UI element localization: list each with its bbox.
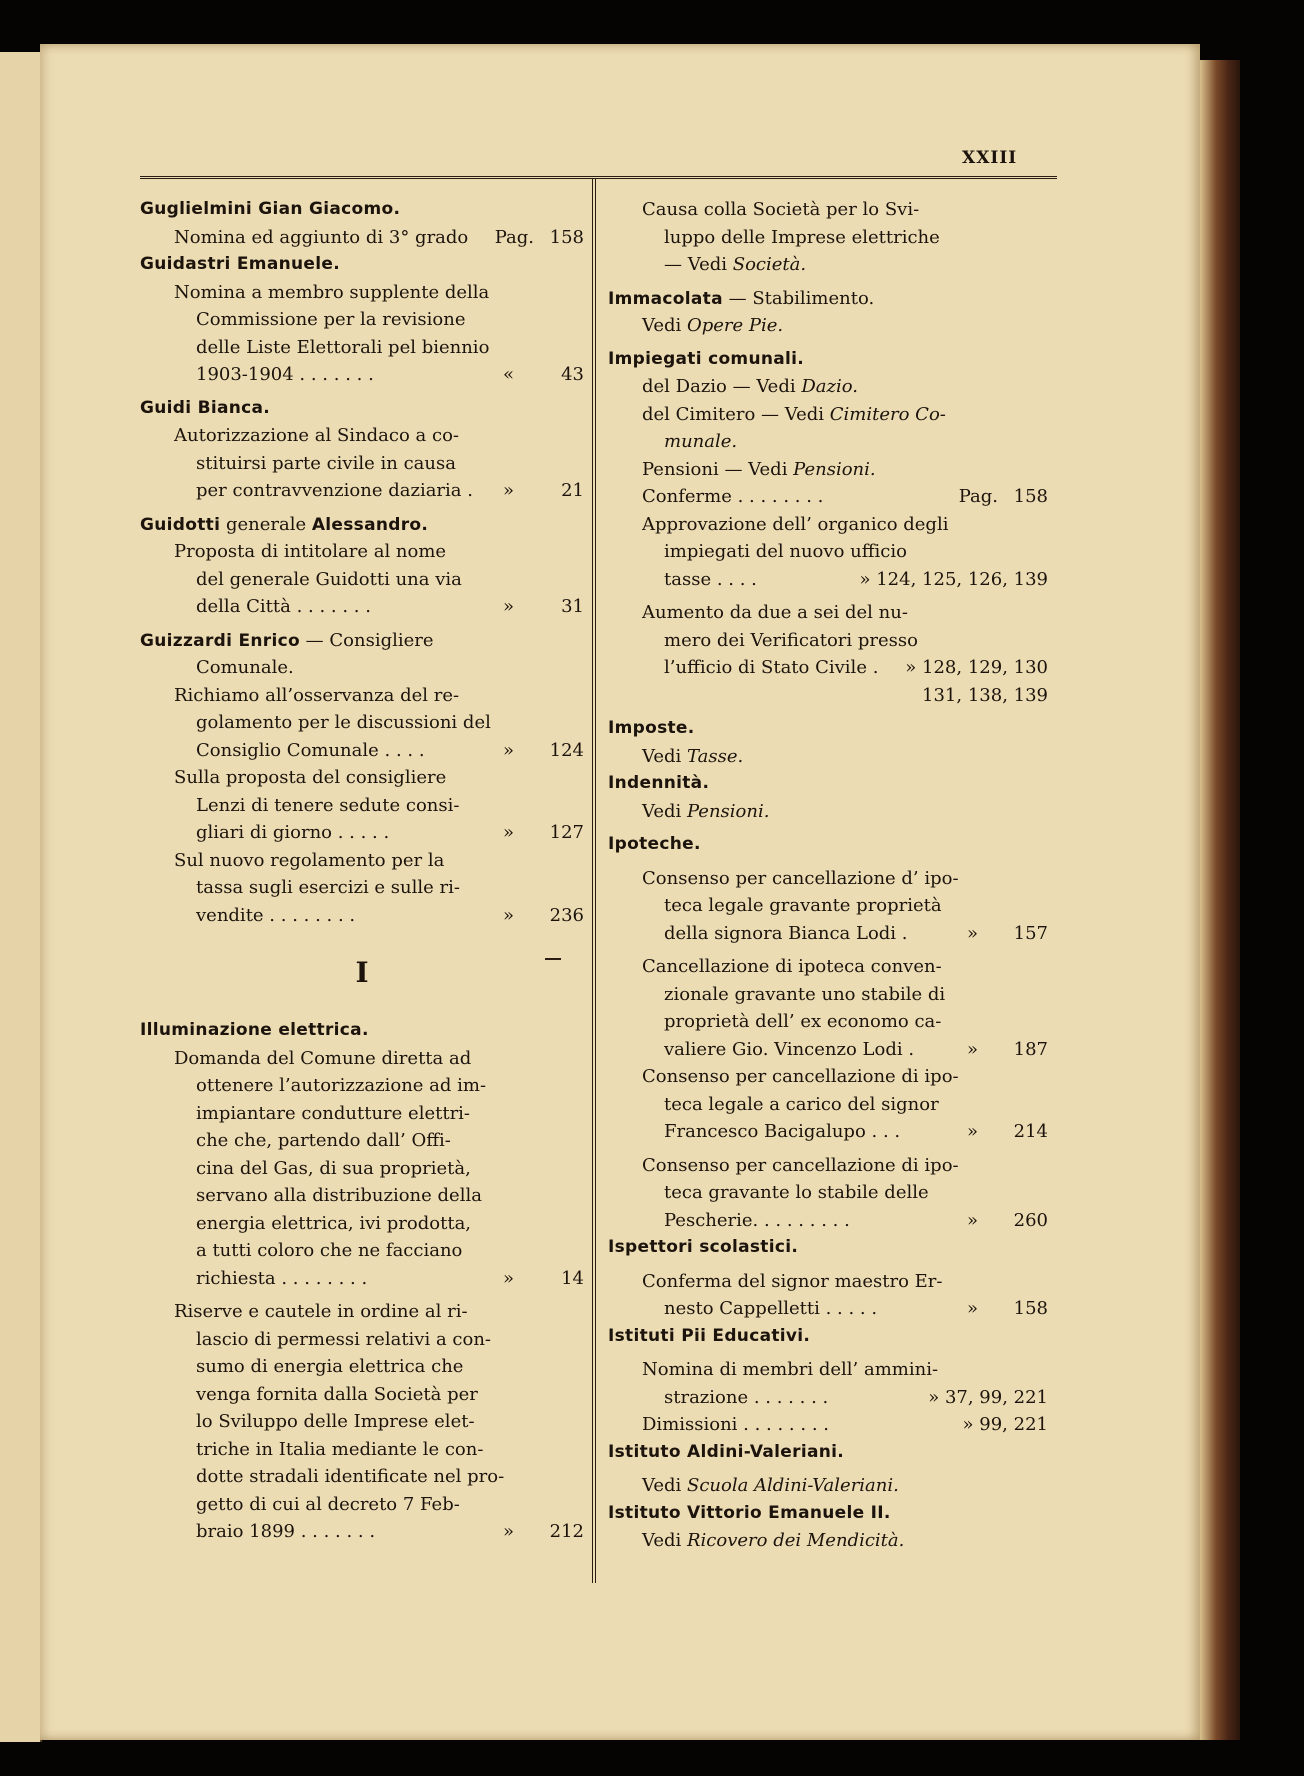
right-column	[608, 196, 1048, 1555]
entry-line: per contravvenzione daziaria . » 21	[196, 480, 584, 501]
entry-line: — Vedi Società.	[664, 254, 807, 275]
entry-line: triche in Italia mediante le con-	[196, 1438, 484, 1460]
entry-line: tasse . . . . » 124, 125, 126, 139	[664, 568, 1048, 590]
entry-line: a tutti coloro che ne facciano	[196, 1240, 463, 1261]
entry-line: 131, 138, 139	[922, 684, 1048, 706]
entry-line: Nomina di membri dell’ ammini-	[642, 1359, 939, 1380]
entry-line: Proposta di intitolare al nome	[174, 541, 447, 562]
entry-heading: Immacolata — Stabilimento.	[608, 287, 875, 309]
entry-line: Consiglio Comunale . . . . » 124	[196, 739, 584, 761]
entry-line: impiegati del nuovo ufficio	[664, 541, 907, 562]
entry-heading: Ipoteche.	[608, 834, 701, 854]
entry-line: servano alla distribuzione della	[196, 1185, 482, 1206]
entry-line: del Dazio — Vedi Dazio.	[642, 376, 858, 397]
entry-line: Sul nuovo regolamento per la	[174, 849, 445, 871]
entry-line: sumo di energia elettrica che	[196, 1356, 464, 1377]
entry-line: proprietà dell’ ex economo ca-	[664, 1011, 942, 1032]
entry-line: Autorizzazione al Sindaco a co-	[174, 425, 460, 446]
entry-line: teca legale a carico del signor	[664, 1093, 939, 1115]
entry-line: che che, partendo dall’ Offi-	[196, 1130, 451, 1151]
entry-line: zionale gravante uno stabile di	[664, 983, 946, 1005]
entry-line: Approvazione dell’ organico degli	[642, 513, 949, 535]
entry-line: del Cimitero — Vedi Cimitero Co-	[642, 403, 946, 425]
entry-heading: Istituto Aldini-Valeriani.	[608, 1441, 845, 1462]
entry-line: delle Liste Elettorali pel biennio	[196, 336, 490, 358]
entry-heading: Istituto Vittorio Emanuele II.	[608, 1502, 891, 1523]
entry-line: Vedi Opere Pie.	[642, 315, 784, 336]
entry-heading: Guidotti generale Alessandro.	[140, 513, 429, 535]
book-edge	[1200, 60, 1240, 1740]
entry-line: stituirsi parte civile in causa	[196, 452, 456, 474]
entry-heading: Guglielmini Gian Giacomo.	[140, 199, 401, 219]
entry-heading: Guidastri Emanuele.	[140, 254, 340, 274]
entry-heading: Indennità.	[608, 773, 710, 793]
entry-line: impiantare condutture elettri-	[196, 1102, 471, 1124]
entry-heading: Guidi Bianca.	[140, 397, 271, 418]
entry-line: Nomina a membro supplente della	[174, 281, 490, 303]
entry-line: dotte stradali identificate nel pro-	[196, 1466, 505, 1487]
entry-line: Consenso per cancellazione di ipo-	[642, 1066, 959, 1087]
entry-line: munale.	[664, 431, 738, 452]
entry-line: Causa colla Società per lo Svi-	[642, 199, 920, 220]
entry-line: l’ufficio di Stato Civile . » 128, 129, 130	[664, 657, 1048, 678]
entry-heading: Ispettori scolastici.	[608, 1237, 799, 1257]
entry-line: strazione . . . . . . . » 37, 99, 221	[664, 1386, 1048, 1408]
entry-line: Conferme . . . . . . . . Pag. 158	[642, 486, 1048, 507]
entry-line: Aumento da due a sei del nu-	[642, 602, 908, 623]
page-number: XXIII	[962, 148, 1018, 168]
entry-line: getto di cui al decreto 7 Feb-	[196, 1493, 460, 1515]
entry-line: lascio di permessi relativi a con-	[196, 1328, 492, 1350]
entry-line: golamento per le discussioni del	[196, 712, 491, 733]
entry-line: Comunale.	[196, 657, 294, 678]
entry-line: valiere Gio. Vincenzo Lodi . » 187	[664, 1038, 1048, 1060]
entry-line: Lenzi di tenere sedute consi-	[196, 794, 460, 816]
entry-line: Vedi Pensioni.	[642, 800, 770, 822]
entry-line: 1903-1904 . . . . . . . « 43	[196, 364, 584, 385]
entry-line: energia elettrica, ivi prodotta,	[196, 1212, 472, 1234]
entry-line: teca legale gravante proprietà	[664, 895, 942, 916]
entry-line: richiesta . . . . . . . . » 14	[196, 1267, 584, 1289]
entry-line: Vedi Tasse.	[642, 745, 744, 767]
entry-line: lo Sviluppo delle Imprese elet-	[196, 1411, 475, 1432]
entry-heading: Guizzardi Enrico — Consigliere	[140, 629, 434, 651]
entry-line: mero dei Verificatori presso	[664, 629, 918, 651]
entry-line: Nomina ed aggiunto di 3° grado Pag. 158	[174, 226, 584, 248]
entry-line: tassa sugli esercizi e sulle ri-	[196, 877, 460, 898]
entry-line: Dimissioni . . . . . . . . » 99, 221	[642, 1414, 1048, 1435]
entry-line: cina del Gas, di sua proprietà,	[196, 1157, 471, 1179]
entry-heading: Impiegati comunali.	[608, 348, 805, 369]
entry-heading: Illuminazione elettrica.	[140, 1020, 369, 1040]
entry-line: braio 1899 . . . . . . . » 212	[196, 1521, 584, 1542]
header-rule	[140, 176, 1057, 179]
entry-line: Vedi Ricovero dei Mendicità.	[642, 1530, 905, 1551]
entry-line: Riserve e cautele in ordine al ri-	[174, 1301, 468, 1322]
section-letter: I	[355, 956, 369, 989]
facing-page-edge	[0, 52, 42, 1742]
entry-heading: Imposte.	[608, 718, 695, 738]
entry-line: del generale Guidotti una via	[196, 568, 462, 590]
entry-line: luppo delle Imprese elettriche	[664, 226, 940, 248]
entry-line: Conferma del signor maestro Er-	[642, 1270, 943, 1292]
entry-line: Richiamo all’osservanza del re-	[174, 684, 460, 706]
entry-line: Pensioni — Vedi Pensioni.	[642, 458, 876, 480]
entry-heading: Istituti Pii Educativi.	[608, 1325, 811, 1346]
entry-line: della signora Bianca Lodi . » 157	[664, 922, 1048, 944]
entry-line: Vedi Scuola Aldini-Valeriani.	[642, 1475, 899, 1496]
entry-line: ottenere l’autorizzazione ad im-	[196, 1075, 487, 1096]
entry-line: Francesco Bacigalupo . . . » 214	[664, 1121, 1048, 1142]
entry-line: nesto Cappelletti . . . . . » 158	[664, 1298, 1048, 1319]
entry-line: Pescherie. . . . . . . . . » 260	[664, 1209, 1048, 1231]
entry-line: teca gravante lo stabile delle	[664, 1182, 929, 1203]
entry-line: Sulla proposta del consigliere	[174, 767, 447, 788]
entry-line: Domanda del Comune diretta ad	[174, 1047, 472, 1069]
entry-line: della Città . . . . . . . » 31	[196, 596, 584, 617]
entry-line: Cancellazione di ipoteca conven-	[642, 956, 942, 977]
column-divider	[592, 178, 596, 1583]
entry-line: Consenso per cancellazione d’ ipo-	[642, 867, 959, 889]
entry-line: vendite . . . . . . . . » 236	[196, 904, 584, 926]
entry-line: Consenso per cancellazione di ipo-	[642, 1154, 959, 1176]
entry-line: Commissione per la revisione	[196, 309, 466, 330]
left-column	[140, 196, 584, 1546]
entry-line: gliari di giorno . . . . . » 127	[196, 822, 584, 843]
entry-line: venga fornita dalla Società per	[196, 1383, 478, 1405]
